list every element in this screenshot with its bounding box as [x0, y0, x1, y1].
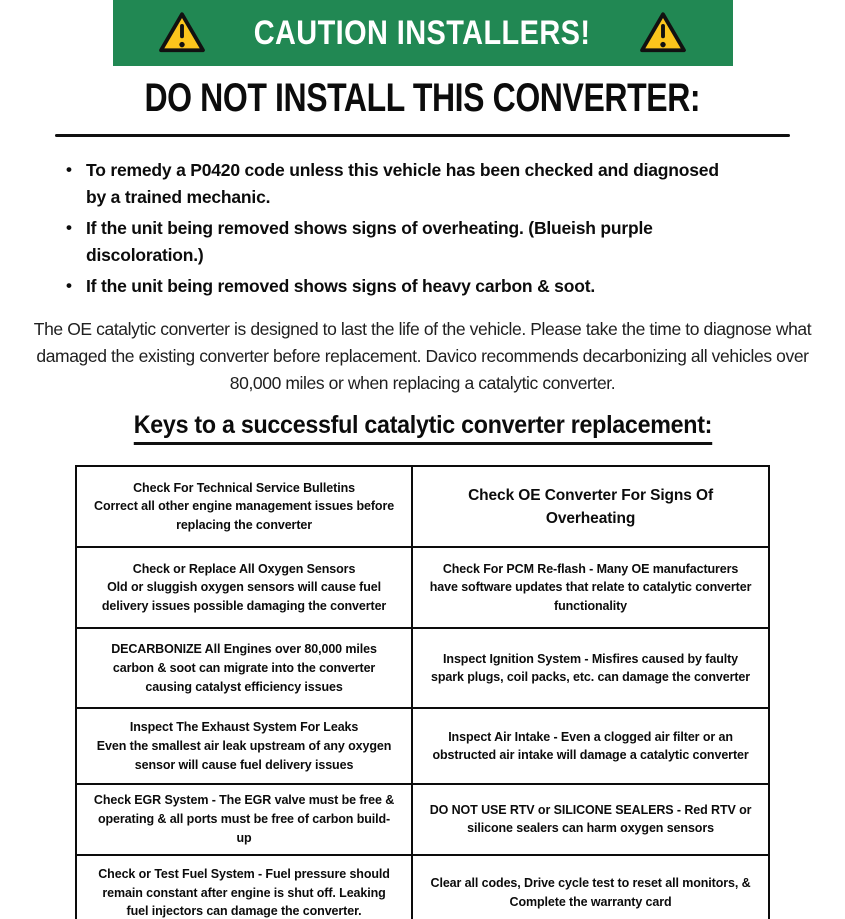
list-item	[64, 157, 724, 210]
list-item-text: To remedy a P0420 code unless this vehicle has been checked and diagnosed by a trained mechanic.	[86, 160, 719, 207]
list-item	[64, 215, 724, 268]
list-item-text: If the unit being removed shows signs of overheating. (Blueish purple discoloration.)	[86, 218, 653, 265]
warnings-list	[64, 157, 764, 300]
table-cell: Inspect The Exhaust System For Leaks Even the smallest air leak upstream of any oxygen sensor will cause fuel delivery issues	[76, 708, 412, 784]
table-cell: DECARBONIZE All Engines over 80,000 miles carbon & soot can migrate into the converter causing catalyst efficiency issues	[76, 628, 412, 708]
main-heading: DO NOT INSTALL THIS CONVERTER:	[144, 76, 701, 120]
keys-heading: Keys to a successful catalytic converter replacement:	[0, 411, 845, 445]
table-cell: DO NOT USE RTV or SILICONE SEALERS - Red RTV or silicone sealers can harm oxygen sensors	[412, 784, 769, 854]
table-cell: Check or Test Fuel System - Fuel pressure should remain constant after engine is shut off. Leaking fuel injectors can damage the converter.	[76, 855, 412, 919]
caution-banner	[113, 0, 733, 66]
table-cell: Check or Replace All Oxygen Sensors Old or sluggish oxygen sensors will cause fuel delivery issues possible damaging the converter	[76, 547, 412, 628]
table-row	[76, 708, 769, 784]
list-item-text: If the unit being removed shows signs of heavy carbon & soot.	[86, 276, 595, 297]
table-row	[76, 547, 769, 628]
table-cell: Check OE Converter For Signs Of Overheating	[412, 466, 769, 547]
warning-triangle-icon	[158, 11, 206, 55]
table-cell: Check For Technical Service Bulletins Correct all other engine management issues before replacing the converter	[76, 466, 412, 547]
intro-paragraph: The OE catalytic converter is designed to last the life of the vehicle. Please take the time to diagnose what damaged the existing converter before replacement. Davico recommends decarbonizing all vehicles over 80,000 miles or when replacing a catalytic converter.	[33, 318, 812, 394]
checklist-table	[75, 465, 770, 919]
table-row	[76, 855, 769, 919]
banner-title: CAUTION INSTALLERS!	[254, 13, 591, 52]
table-cell: Check EGR System - The EGR valve must be free & operating & all ports must be free of carbon build-up	[76, 784, 412, 854]
table-cell: Inspect Air Intake - Even a clogged air filter or an obstructed air intake will damage a catalytic converter	[412, 708, 769, 784]
divider-line	[55, 134, 790, 137]
table-cell: Clear all codes, Drive cycle test to reset all monitors, & Complete the warranty card	[412, 855, 769, 919]
table-row	[76, 466, 769, 547]
warning-triangle-icon	[639, 11, 687, 55]
list-item	[64, 273, 724, 300]
table-cell: Inspect Ignition System - Misfires caused by faulty spark plugs, coil packs, etc. can damage the converter	[412, 628, 769, 708]
table-row	[76, 784, 769, 854]
table-row	[76, 628, 769, 708]
table-cell: Check For PCM Re-flash - Many OE manufacturers have software updates that relate to catalytic converter functionality	[412, 547, 769, 628]
